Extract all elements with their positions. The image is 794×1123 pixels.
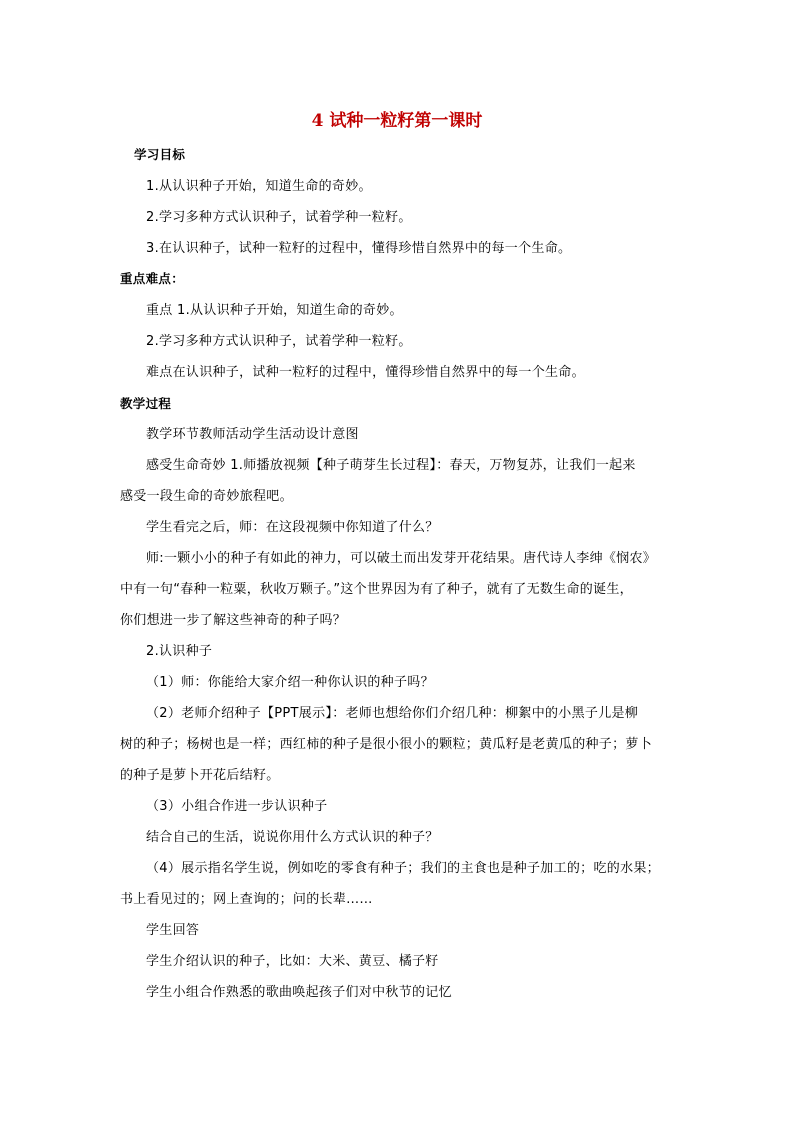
process-line: 结合自己的生活，说说你用什么方式认识的种子？: [146, 830, 439, 845]
process-line: 师:一颗小小的种子有如此的神力，可以破土而出发芽开花结果。唐代诗人李绅《悯农》: [146, 551, 657, 566]
page-title: 4 试种一粒籽第一课时: [311, 111, 483, 131]
process-line: 2.认识种子: [146, 644, 213, 659]
process-line: （4）展示指名学生说，例如吃的零食有种子；我们的主食也是种子加工的；吃的水果；: [146, 861, 660, 876]
objectives-heading: 学习目标: [134, 147, 186, 162]
process-line: （1）师：你能给大家介绍一种你认识的种子吗？: [146, 675, 434, 690]
objective-item: 1.从认识种子开始，知道生命的奇妙。: [146, 179, 372, 194]
key-point-item: 难点在认识种子，试种一粒籽的过程中，懂得珍惜自然界中的每一个生命。: [146, 365, 585, 380]
process-line: 教学环节教师活动学生活动设计意图: [146, 427, 359, 442]
process-line: 学生回答: [146, 923, 200, 938]
process-line: 学生介绍认识的种子，比如：大米、黄豆、橘子籽: [146, 954, 439, 969]
process-line: （2）老师介绍种子【PPT展示】：老师也想给你们介绍几种：柳絮中的小黑子儿是柳: [146, 706, 639, 721]
objective-item: 3.在认识种子，试种一粒籽的过程中，懂得珍惜自然界中的每一个生命。: [146, 241, 572, 256]
key-point-item: 2.学习多种方式认识种子，试着学种一粒籽。: [146, 334, 412, 349]
process-line: 的种子是萝卜开花后结籽。: [120, 768, 280, 783]
process-line: 你们想进一步了解这些神奇的种子吗？: [120, 613, 347, 628]
process-line: 学生小组合作熟悉的歌曲唤起孩子们对中秋节的记忆: [146, 985, 452, 1000]
process-line: 中有一句“春种一粒粟，秋收万颗子。”这个世界因为有了种子，就有了无数生命的诞生，: [120, 582, 633, 597]
key-point-item: 重点 1.从认识种子开始，知道生命的奇妙。: [146, 303, 403, 318]
key-points-heading: 重点难点：: [120, 271, 185, 286]
process-line: 树的种子；杨树也是一样；西红柿的种子是很小很小的颗粒；黄瓜籽是老黄瓜的种子；萝卜: [120, 737, 653, 752]
objective-item: 2.学习多种方式认识种子，试着学种一粒籽。: [146, 210, 412, 225]
process-heading: 教学过程: [120, 396, 172, 411]
process-line: 感受生命奇妙 1.师播放视频【种子萌芽生长过程】：春天，万物复苏，让我们一起来: [146, 458, 636, 473]
process-line: 感受一段生命的奇妙旅程吧。: [120, 489, 293, 504]
process-line: 学生看完之后，师：在这段视频中你知道了什么？: [146, 520, 439, 535]
process-line: （3）小组合作进一步认识种子: [146, 799, 328, 814]
process-line: 书上看见过的；网上查询的；问的长辈……: [120, 892, 373, 907]
